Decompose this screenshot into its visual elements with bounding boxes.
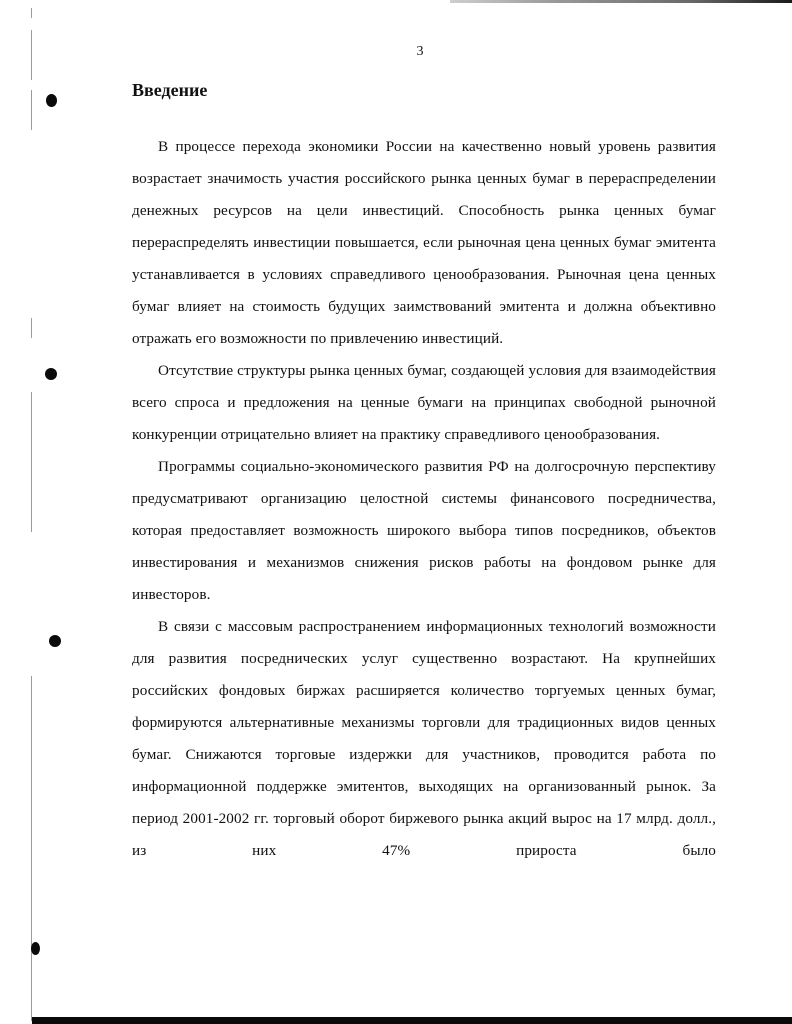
scan-top-edge — [450, 0, 792, 3]
paragraph: Программы социально-экономического развития РФ на долгосрочную перспективу предусматривают организацию целостной системы финансового посредничества, которая предоставляет возможность широкого выбора типов посредников, объектов инвестирования и механизмов снижения рисков работы на фондовом рынке для инвесторов. — [132, 458, 716, 603]
paragraph: Отсутствие структуры рынка ценных бумаг, создающей условия для взаимодействия всего спроса и предложения на ценные бумаги на принципах свободной рыночной конкуренции отрицательно влияет на практику справедливого ценообразования. — [132, 362, 716, 443]
punch-hole — [46, 94, 57, 107]
body-text — [132, 131, 716, 867]
scan-bottom-edge — [32, 1017, 792, 1024]
paragraph: В процессе перехода экономики России на качественно новый уровень развития возрастает значимость участия российского рынка ценных бумаг в перераспределении денежных ресурсов на цели инвестиций. Способность рынка ценных бумаг перераспределять инвестиции повышается, если рыночная цена ценных бумаг эмитента устанавливается в условиях справедливого ценообразования. Рыночная цена ценных бумаг влияет на стоимость будущих заимствований эмитента и должна объективно отражать его возможности по привлечению инвестиций. — [132, 138, 716, 347]
scan-margin-line — [31, 676, 32, 1021]
punch-hole — [45, 368, 57, 380]
punch-hole — [49, 635, 61, 647]
paragraph: В связи с массовым распространением информационных технологий возможности для развития посреднических услуг существенно возрастают. На крупнейших российских фондовых биржах расширяется количество торгуемых ценных бумаг, формируются альтернативные механизмы торговли для традиционных видов ценных бумаг. Снижаются торговые издержки для участников, проводится работа по информационной поддержке эмитентов, выходящих на организованный рынок. За период 2001-2002 гг. торговый оборот биржевого рынка акций вырос на 17 млрд. долл., из них 47% прироста было — [132, 618, 716, 859]
scan-margin-line — [31, 392, 32, 532]
scan-margin-line — [31, 8, 32, 18]
page-number: 3 — [416, 44, 424, 59]
scan-margin-line — [31, 90, 32, 130]
punch-hole — [31, 942, 40, 955]
section-heading: Введение — [132, 80, 208, 100]
scan-margin-line — [31, 318, 32, 338]
